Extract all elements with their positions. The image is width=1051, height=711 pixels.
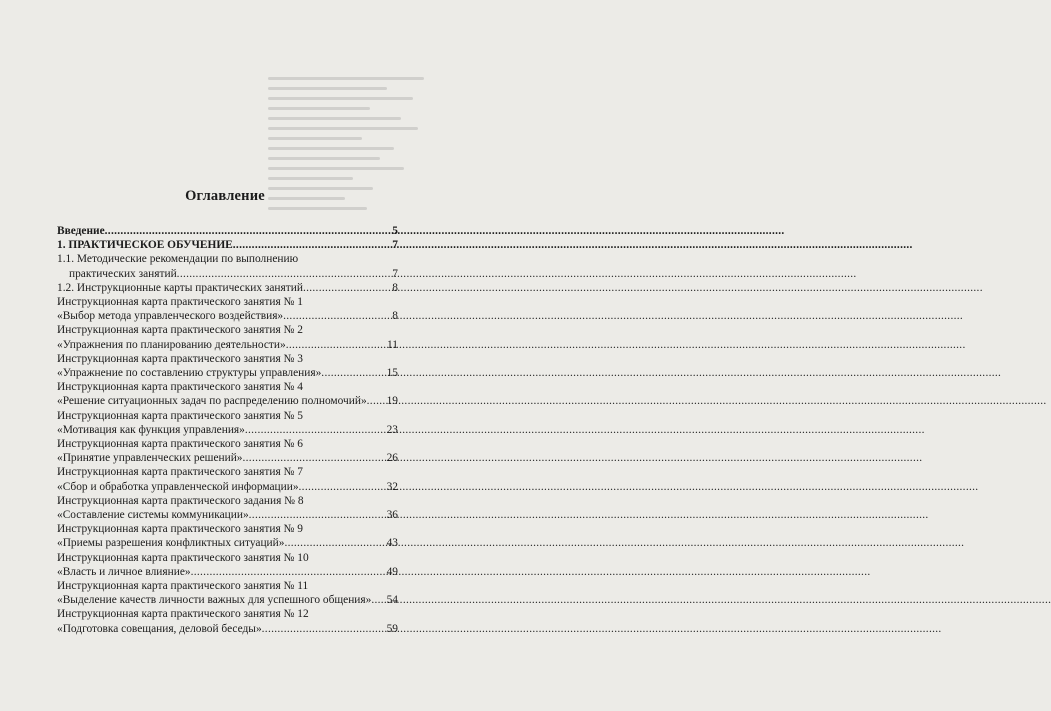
toc-entry-text: 1. ПРАКТИЧЕСКОЕ ОБУЧЕНИЕ — [57, 239, 233, 252]
toc-entry-text: «Выбор метода управленческого воздействия» — [57, 310, 284, 323]
dot-leader — [303, 281, 391, 295]
toc-entry — [57, 352, 398, 380]
toc-entry-text: «Составление системы коммуникации» — [57, 509, 249, 522]
toc-page-number: 49 — [386, 565, 398, 578]
toc-entry — [57, 494, 398, 522]
dot-leader — [245, 423, 386, 437]
toc-page-number: 32 — [386, 480, 398, 493]
toc-entry-text: «Власть и личное влияние» — [57, 565, 191, 578]
toc-entry — [57, 380, 398, 408]
toc-entry-text: «Мотивация как функция управления» — [57, 423, 245, 436]
toc-page-number: 26 — [386, 452, 398, 465]
toc-entry-text: «Решение ситуационных задач по распределению полномочий» — [57, 395, 367, 408]
table-of-contents — [57, 224, 398, 636]
toc-entry — [57, 465, 398, 493]
dot-leader — [367, 394, 386, 408]
toc-entry-text: Инструкционная карта практического занятия № 2 — [57, 324, 303, 337]
toc-page-number: 7 — [392, 267, 398, 280]
toc-page-number: 36 — [386, 509, 398, 522]
toc-entry-text: Инструкционная карта практического занятия № 5 — [57, 409, 303, 422]
toc-entry-text: «Принятие управленческих решений» — [57, 452, 243, 465]
toc-entry-text: «Упражнения по планированию деятельности» — [57, 338, 286, 351]
toc-page-number: 59 — [386, 622, 398, 635]
toc-entry-text: практических занятий — [69, 267, 177, 280]
dot-leader — [286, 338, 386, 352]
dot-leader — [233, 238, 392, 252]
toc-page-number: 7 — [392, 239, 398, 252]
toc-entry — [57, 323, 398, 351]
toc-page-number: 43 — [386, 537, 398, 550]
toc-entry-text: «Приемы разрешения конфликтных ситуаций» — [57, 537, 285, 550]
toc-entry — [57, 579, 398, 607]
dot-leader — [249, 508, 386, 522]
dot-leader — [191, 565, 386, 579]
toc-entry — [57, 224, 398, 238]
toc-entry — [57, 238, 398, 252]
dot-leader — [262, 622, 386, 636]
toc-entry-text: Введение — [57, 225, 105, 237]
toc-page-number: 19 — [386, 395, 398, 408]
toc-page-number: 8 — [392, 281, 398, 294]
toc-entry-text: «Упражнение по составлению структуры управления» — [57, 367, 322, 380]
toc-entry-text: Инструкционная карта практического занятия № 10 — [57, 551, 309, 564]
toc-entry-text: «Сбор и обработка управленческой информации» — [57, 480, 299, 493]
dot-leader — [283, 309, 391, 323]
toc-entry-text: Инструкционная карта практического занятия № 3 — [57, 352, 303, 365]
toc-entry-text: 1.2. Инструкционные карты практических занятий — [57, 281, 303, 294]
toc-entry-text: Инструкционная карта практического занятия № 9 — [57, 523, 303, 536]
toc-entry-text: Инструкционная карта практического занятия № 12 — [57, 608, 309, 621]
toc-entry — [57, 295, 398, 323]
toc-page-number: 5 — [392, 225, 398, 237]
toc-page-number: 54 — [386, 594, 398, 607]
dot-leader — [177, 267, 392, 281]
toc-entry — [57, 607, 398, 635]
toc-entry — [57, 252, 398, 280]
toc-entry — [57, 551, 398, 579]
toc-entry — [57, 409, 398, 437]
toc-entry-text: Инструкционная карта практического занятия № 11 — [57, 580, 309, 593]
dot-leader — [299, 480, 386, 494]
toc-entry-text: «Подготовка совещания, деловой беседы» — [57, 622, 262, 635]
dot-leader — [284, 536, 385, 550]
dot-leader — [371, 593, 385, 607]
page-title: Оглавление — [185, 188, 265, 204]
toc-entry-text: «Выделение качеств личности важных для успешного общения» — [57, 594, 372, 607]
toc-entry-text: Инструкционная карта практического задания № 8 — [57, 494, 304, 507]
toc-entry-text: Инструкционная карта практического занятия № 7 — [57, 466, 303, 479]
toc-entry-text: Инструкционная карта практического занятия № 4 — [57, 381, 303, 394]
toc-entry — [57, 281, 398, 295]
dot-leader — [243, 451, 386, 465]
toc-entry-text: 1.1. Методические рекомендации по выполнению — [57, 253, 299, 266]
dot-leader — [105, 224, 392, 238]
toc-entry — [57, 522, 398, 550]
toc-entry-text: Инструкционная карта практического занятия № 1 — [57, 296, 303, 309]
toc-page-number: 8 — [392, 310, 398, 323]
dot-leader — [321, 366, 385, 380]
toc-page-number: 23 — [386, 423, 398, 436]
toc-entry-text: Инструкционная карта практического занятия № 6 — [57, 438, 303, 451]
toc-page-number: 15 — [386, 367, 398, 380]
toc-page-number: 11 — [387, 338, 398, 351]
toc-entry — [57, 437, 398, 465]
